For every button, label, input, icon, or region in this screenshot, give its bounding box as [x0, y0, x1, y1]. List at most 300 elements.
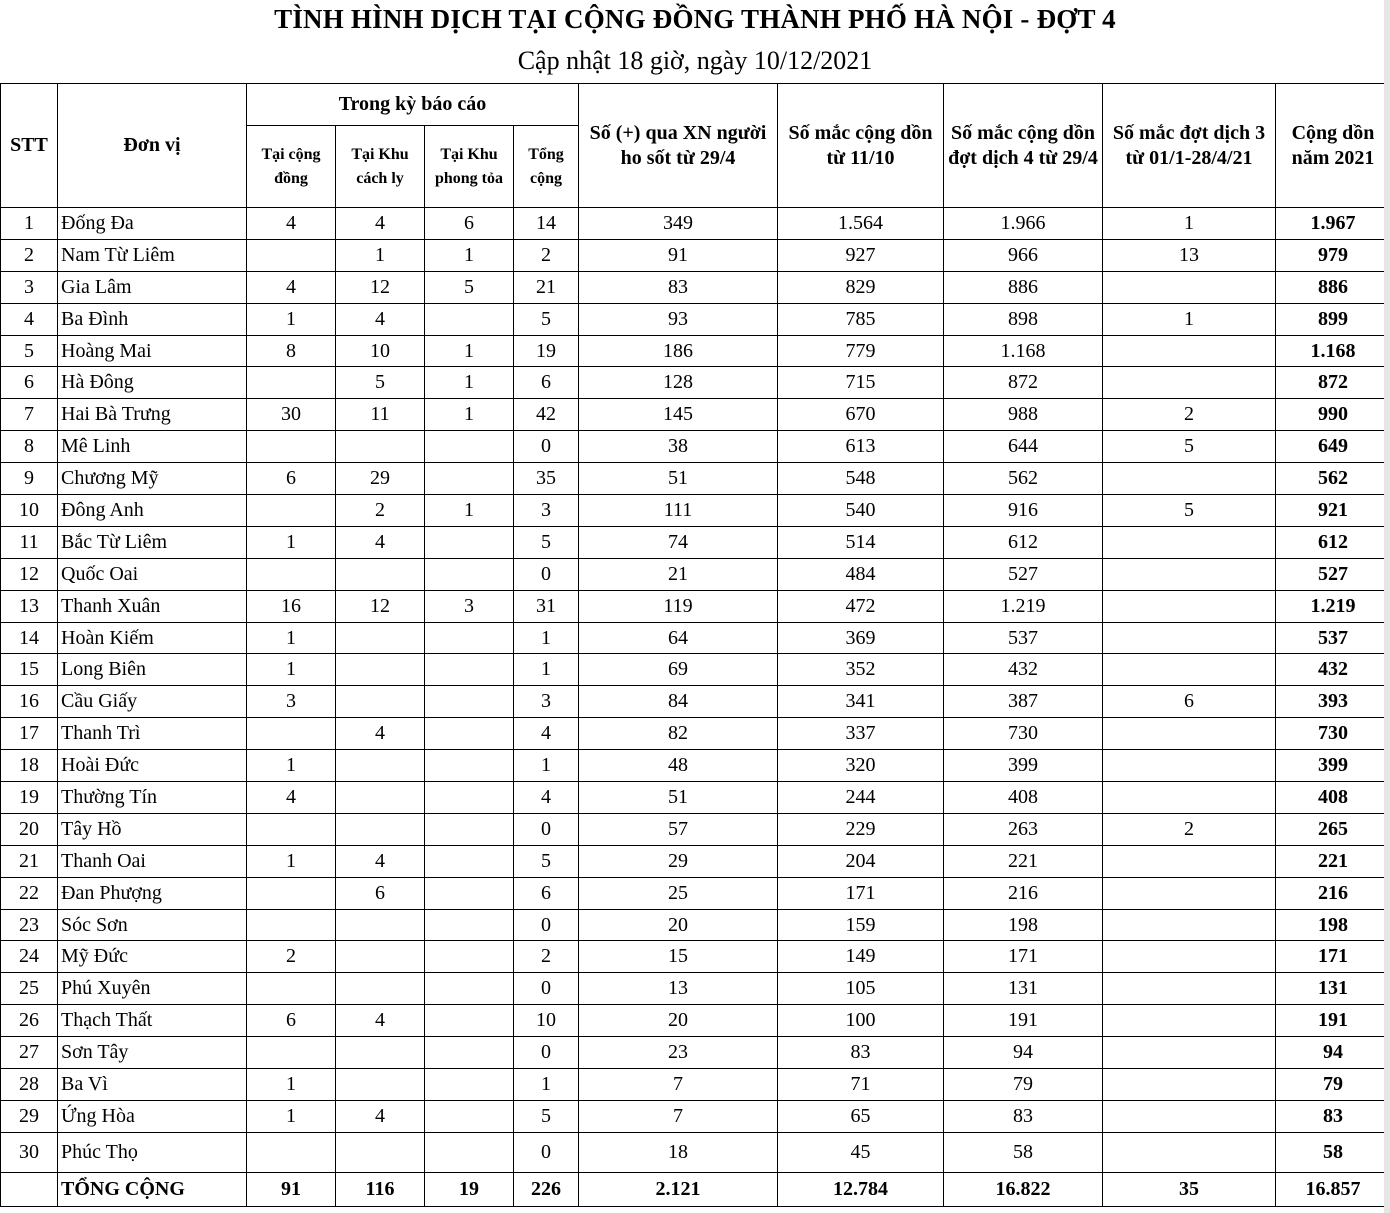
- row-isolation: 6: [336, 877, 425, 909]
- row-stt: 11: [1, 526, 58, 558]
- row-unit-name: Thanh Xuân: [58, 590, 247, 622]
- row-community: 6: [247, 1005, 336, 1037]
- total-wave3: 35: [1103, 1172, 1276, 1206]
- row-community: 1: [247, 526, 336, 558]
- table-row: [1, 622, 1390, 654]
- report-subtitle: Cập nhật 18 giờ, ngày 10/12/2021: [517, 46, 873, 75]
- header-cum-wave4: Số mắc cộng dồn đợt dịch 4 từ 29/4: [944, 84, 1103, 208]
- covid-cases-table: [0, 83, 1390, 1207]
- row-community: 30: [247, 399, 336, 431]
- table-row: [1, 335, 1390, 367]
- row-cum-from-1110: 229: [778, 813, 944, 845]
- row-wave3: [1103, 1037, 1276, 1069]
- row-cum-wave4: 537: [944, 622, 1103, 654]
- row-lockdown: [425, 622, 514, 654]
- row-unit-name: Gia Lâm: [58, 271, 247, 303]
- row-isolation: [336, 1037, 425, 1069]
- row-stt: 6: [1, 367, 58, 399]
- row-fever-tests: 91: [579, 239, 778, 271]
- row-unit-name: Thường Tín: [58, 782, 247, 814]
- row-stt: 3: [1, 271, 58, 303]
- row-community: 4: [247, 782, 336, 814]
- row-unit-name: Sóc Sơn: [58, 909, 247, 941]
- row-community: 1: [247, 750, 336, 782]
- row-stt: 10: [1, 495, 58, 527]
- row-cum-from-1110: 352: [778, 654, 944, 686]
- row-lockdown: [425, 813, 514, 845]
- table-row: [1, 239, 1390, 271]
- row-cum-from-1110: 105: [778, 973, 944, 1005]
- row-wave3: 1: [1103, 208, 1276, 240]
- row-cum-2021: 612: [1276, 526, 1390, 558]
- table-row: [1, 686, 1390, 718]
- row-stt: 18: [1, 750, 58, 782]
- row-cum-2021: 562: [1276, 463, 1390, 495]
- table-row: [1, 1132, 1390, 1172]
- row-unit-name: Sơn Tây: [58, 1037, 247, 1069]
- row-cum-wave4: 83: [944, 1100, 1103, 1132]
- row-cum-from-1110: 785: [778, 303, 944, 335]
- row-isolation: 4: [336, 718, 425, 750]
- row-fever-tests: 20: [579, 1005, 778, 1037]
- row-stt: 1: [1, 208, 58, 240]
- row-wave3: [1103, 335, 1276, 367]
- row-subtotal: 1: [514, 1069, 579, 1101]
- row-unit-name: Phú Xuyên: [58, 973, 247, 1005]
- row-isolation: [336, 973, 425, 1005]
- row-lockdown: [425, 463, 514, 495]
- row-isolation: [336, 1069, 425, 1101]
- row-unit-name: Ba Vì: [58, 1069, 247, 1101]
- row-lockdown: 1: [425, 367, 514, 399]
- table-row: [1, 303, 1390, 335]
- row-cum-wave4: 432: [944, 654, 1103, 686]
- total-fever-tests: 2.121: [579, 1172, 778, 1206]
- total-cum-wave4: 16.822: [944, 1172, 1103, 1206]
- row-fever-tests: 48: [579, 750, 778, 782]
- row-wave3: [1103, 845, 1276, 877]
- row-fever-tests: 82: [579, 718, 778, 750]
- row-cum-2021: 131: [1276, 973, 1390, 1005]
- table-row: [1, 1069, 1390, 1101]
- row-isolation: 4: [336, 303, 425, 335]
- row-unit-name: Hoàng Mai: [58, 335, 247, 367]
- row-fever-tests: 186: [579, 335, 778, 367]
- row-community: [247, 1037, 336, 1069]
- row-subtotal: 0: [514, 558, 579, 590]
- table-row: [1, 1037, 1390, 1069]
- row-cum-wave4: 1.966: [944, 208, 1103, 240]
- row-cum-wave4: 221: [944, 845, 1103, 877]
- row-lockdown: [425, 909, 514, 941]
- table-row: [1, 877, 1390, 909]
- row-lockdown: [425, 1005, 514, 1037]
- row-subtotal: 0: [514, 973, 579, 1005]
- row-cum-from-1110: 100: [778, 1005, 944, 1037]
- row-wave3: [1103, 558, 1276, 590]
- row-cum-from-1110: 514: [778, 526, 944, 558]
- row-stt: 5: [1, 335, 58, 367]
- row-stt: 16: [1, 686, 58, 718]
- row-stt: 19: [1, 782, 58, 814]
- row-fever-tests: 7: [579, 1069, 778, 1101]
- row-subtotal: 6: [514, 367, 579, 399]
- header-wave3: Số mắc đợt dịch 3 từ 01/1-28/4/21: [1103, 84, 1276, 208]
- row-lockdown: [425, 526, 514, 558]
- row-isolation: 5: [336, 367, 425, 399]
- row-stt: 25: [1, 973, 58, 1005]
- row-stt: 7: [1, 399, 58, 431]
- row-cum-2021: 432: [1276, 654, 1390, 686]
- row-community: 1: [247, 303, 336, 335]
- row-stt: 14: [1, 622, 58, 654]
- row-cum-2021: 886: [1276, 271, 1390, 303]
- row-fever-tests: 51: [579, 463, 778, 495]
- row-wave3: [1103, 1100, 1276, 1132]
- row-subtotal: 5: [514, 845, 579, 877]
- row-unit-name: Bắc Từ Liêm: [58, 526, 247, 558]
- row-fever-tests: 23: [579, 1037, 778, 1069]
- row-wave3: 1: [1103, 303, 1276, 335]
- row-fever-tests: 21: [579, 558, 778, 590]
- row-subtotal: 1: [514, 750, 579, 782]
- header-community: Tại cộng đồng: [247, 126, 336, 208]
- header-stt: STT: [1, 84, 58, 208]
- row-wave3: [1103, 590, 1276, 622]
- row-cum-wave4: 399: [944, 750, 1103, 782]
- row-cum-wave4: 988: [944, 399, 1103, 431]
- row-community: 1: [247, 654, 336, 686]
- row-isolation: 12: [336, 271, 425, 303]
- row-cum-2021: 221: [1276, 845, 1390, 877]
- row-subtotal: 6: [514, 877, 579, 909]
- row-isolation: 4: [336, 208, 425, 240]
- row-community: 6: [247, 463, 336, 495]
- row-subtotal: 5: [514, 526, 579, 558]
- table-row: [1, 558, 1390, 590]
- row-isolation: 2: [336, 495, 425, 527]
- row-cum-2021: 1.219: [1276, 590, 1390, 622]
- row-cum-wave4: 1.219: [944, 590, 1103, 622]
- row-cum-from-1110: 45: [778, 1132, 944, 1172]
- row-cum-wave4: 387: [944, 686, 1103, 718]
- row-cum-2021: 408: [1276, 782, 1390, 814]
- row-wave3: [1103, 463, 1276, 495]
- row-unit-name: Chương Mỹ: [58, 463, 247, 495]
- row-community: [247, 558, 336, 590]
- row-lockdown: 1: [425, 495, 514, 527]
- row-cum-from-1110: 83: [778, 1037, 944, 1069]
- row-isolation: 4: [336, 1005, 425, 1037]
- row-isolation: 11: [336, 399, 425, 431]
- row-wave3: [1103, 909, 1276, 941]
- row-subtotal: 0: [514, 431, 579, 463]
- row-stt: 21: [1, 845, 58, 877]
- row-community: [247, 431, 336, 463]
- row-fever-tests: 93: [579, 303, 778, 335]
- row-subtotal: 19: [514, 335, 579, 367]
- table-row: [1, 845, 1390, 877]
- row-stt: 4: [1, 303, 58, 335]
- total-lockdown: 19: [425, 1172, 514, 1206]
- row-subtotal: 42: [514, 399, 579, 431]
- header-subtotal: Tổng cộng: [514, 126, 579, 208]
- row-cum-from-1110: 171: [778, 877, 944, 909]
- row-community: [247, 239, 336, 271]
- row-cum-wave4: 898: [944, 303, 1103, 335]
- row-stt: 23: [1, 909, 58, 941]
- row-subtotal: 0: [514, 909, 579, 941]
- row-wave3: 13: [1103, 239, 1276, 271]
- row-isolation: [336, 622, 425, 654]
- row-community: [247, 1132, 336, 1172]
- table-row: [1, 463, 1390, 495]
- row-fever-tests: 74: [579, 526, 778, 558]
- row-stt: 8: [1, 431, 58, 463]
- row-subtotal: 1: [514, 622, 579, 654]
- row-wave3: [1103, 718, 1276, 750]
- row-wave3: [1103, 941, 1276, 973]
- row-stt: 27: [1, 1037, 58, 1069]
- row-isolation: [336, 782, 425, 814]
- header-lockdown: Tại Khu phong tỏa: [425, 126, 514, 208]
- row-wave3: 5: [1103, 495, 1276, 527]
- total-subtotal: 226: [514, 1172, 579, 1206]
- row-isolation: [336, 909, 425, 941]
- row-fever-tests: 51: [579, 782, 778, 814]
- row-isolation: [336, 431, 425, 463]
- row-wave3: 2: [1103, 813, 1276, 845]
- row-isolation: 29: [336, 463, 425, 495]
- row-cum-2021: 191: [1276, 1005, 1390, 1037]
- row-cum-wave4: 966: [944, 239, 1103, 271]
- row-cum-2021: 58: [1276, 1132, 1390, 1172]
- row-cum-from-1110: 715: [778, 367, 944, 399]
- row-lockdown: [425, 1132, 514, 1172]
- table-row: [1, 590, 1390, 622]
- row-unit-name: Phúc Thọ: [58, 1132, 247, 1172]
- row-stt: 2: [1, 239, 58, 271]
- row-subtotal: 31: [514, 590, 579, 622]
- total-isolation: 116: [336, 1172, 425, 1206]
- table-row: [1, 495, 1390, 527]
- row-fever-tests: 83: [579, 271, 778, 303]
- row-community: [247, 877, 336, 909]
- row-subtotal: 2: [514, 239, 579, 271]
- row-community: 16: [247, 590, 336, 622]
- total-row: [1, 1172, 1390, 1206]
- row-lockdown: [425, 845, 514, 877]
- row-cum-2021: 1.967: [1276, 208, 1390, 240]
- row-lockdown: [425, 558, 514, 590]
- row-lockdown: [425, 973, 514, 1005]
- row-cum-from-1110: 337: [778, 718, 944, 750]
- row-cum-from-1110: 244: [778, 782, 944, 814]
- row-isolation: [336, 941, 425, 973]
- row-community: 1: [247, 845, 336, 877]
- row-subtotal: 5: [514, 303, 579, 335]
- row-fever-tests: 7: [579, 1100, 778, 1132]
- row-cum-from-1110: 71: [778, 1069, 944, 1101]
- table-row: [1, 654, 1390, 686]
- row-fever-tests: 29: [579, 845, 778, 877]
- table-row: [1, 367, 1390, 399]
- row-lockdown: [425, 750, 514, 782]
- row-community: 1: [247, 1069, 336, 1101]
- row-lockdown: [425, 782, 514, 814]
- row-cum-from-1110: 613: [778, 431, 944, 463]
- row-isolation: 10: [336, 335, 425, 367]
- row-fever-tests: 20: [579, 909, 778, 941]
- row-lockdown: [425, 1100, 514, 1132]
- row-isolation: 12: [336, 590, 425, 622]
- row-cum-wave4: 171: [944, 941, 1103, 973]
- total-cum-2021: 16.857: [1276, 1172, 1390, 1206]
- row-unit-name: Thanh Trì: [58, 718, 247, 750]
- row-cum-wave4: 872: [944, 367, 1103, 399]
- row-subtotal: 0: [514, 1132, 579, 1172]
- row-fever-tests: 18: [579, 1132, 778, 1172]
- row-cum-from-1110: 540: [778, 495, 944, 527]
- row-wave3: [1103, 526, 1276, 558]
- row-cum-from-1110: 927: [778, 239, 944, 271]
- row-cum-from-1110: 341: [778, 686, 944, 718]
- row-cum-from-1110: 779: [778, 335, 944, 367]
- total-stt: [1, 1172, 58, 1206]
- row-community: [247, 718, 336, 750]
- row-cum-2021: 94: [1276, 1037, 1390, 1069]
- row-stt: 26: [1, 1005, 58, 1037]
- row-cum-wave4: 58: [944, 1132, 1103, 1172]
- row-stt: 29: [1, 1100, 58, 1132]
- table-row: [1, 909, 1390, 941]
- row-wave3: [1103, 877, 1276, 909]
- table-row: [1, 399, 1390, 431]
- row-lockdown: 3: [425, 590, 514, 622]
- table-row: [1, 431, 1390, 463]
- row-cum-from-1110: 369: [778, 622, 944, 654]
- row-fever-tests: 349: [579, 208, 778, 240]
- row-cum-wave4: 94: [944, 1037, 1103, 1069]
- table-row: [1, 1100, 1390, 1132]
- row-wave3: [1103, 271, 1276, 303]
- row-fever-tests: 69: [579, 654, 778, 686]
- row-cum-wave4: 886: [944, 271, 1103, 303]
- header-unit: Đơn vị: [58, 84, 247, 208]
- row-wave3: [1103, 750, 1276, 782]
- row-isolation: [336, 1132, 425, 1172]
- row-community: 3: [247, 686, 336, 718]
- row-wave3: 2: [1103, 399, 1276, 431]
- row-cum-wave4: 612: [944, 526, 1103, 558]
- row-lockdown: [425, 1069, 514, 1101]
- row-community: [247, 973, 336, 1005]
- row-subtotal: 1: [514, 654, 579, 686]
- row-isolation: [336, 750, 425, 782]
- row-wave3: [1103, 782, 1276, 814]
- row-fever-tests: 38: [579, 431, 778, 463]
- row-lockdown: [425, 877, 514, 909]
- row-wave3: [1103, 367, 1276, 399]
- row-subtotal: 5: [514, 1100, 579, 1132]
- header-report-period: Trong kỳ báo cáo: [247, 84, 579, 126]
- row-stt: 28: [1, 1069, 58, 1101]
- row-unit-name: Tây Hồ: [58, 813, 247, 845]
- row-isolation: 1: [336, 239, 425, 271]
- row-cum-2021: 990: [1276, 399, 1390, 431]
- row-unit-name: Hai Bà Trưng: [58, 399, 247, 431]
- row-cum-2021: 171: [1276, 941, 1390, 973]
- row-community: [247, 813, 336, 845]
- row-cum-wave4: 916: [944, 495, 1103, 527]
- row-lockdown: [425, 941, 514, 973]
- row-unit-name: Thạch Thất: [58, 1005, 247, 1037]
- row-wave3: [1103, 1005, 1276, 1037]
- row-community: 4: [247, 271, 336, 303]
- row-cum-from-1110: 484: [778, 558, 944, 590]
- row-cum-wave4: 1.168: [944, 335, 1103, 367]
- row-cum-from-1110: 472: [778, 590, 944, 622]
- table-row: [1, 782, 1390, 814]
- row-fever-tests: 84: [579, 686, 778, 718]
- row-lockdown: 5: [425, 271, 514, 303]
- row-unit-name: Đông Anh: [58, 495, 247, 527]
- row-cum-2021: 1.168: [1276, 335, 1390, 367]
- table-row: [1, 941, 1390, 973]
- row-fever-tests: 15: [579, 941, 778, 973]
- row-isolation: [336, 558, 425, 590]
- row-cum-wave4: 527: [944, 558, 1103, 590]
- row-community: 1: [247, 622, 336, 654]
- row-subtotal: 0: [514, 1037, 579, 1069]
- row-stt: 9: [1, 463, 58, 495]
- row-unit-name: Hà Đông: [58, 367, 247, 399]
- row-unit-name: Cầu Giấy: [58, 686, 247, 718]
- row-unit-name: Ứng Hòa: [58, 1100, 247, 1132]
- row-cum-from-1110: 829: [778, 271, 944, 303]
- table-row: [1, 1005, 1390, 1037]
- row-isolation: [336, 654, 425, 686]
- row-cum-wave4: 191: [944, 1005, 1103, 1037]
- row-wave3: [1103, 973, 1276, 1005]
- row-stt: 22: [1, 877, 58, 909]
- row-cum-wave4: 730: [944, 718, 1103, 750]
- row-community: 4: [247, 208, 336, 240]
- row-cum-from-1110: 320: [778, 750, 944, 782]
- row-cum-from-1110: 65: [778, 1100, 944, 1132]
- row-cum-from-1110: 548: [778, 463, 944, 495]
- row-lockdown: 1: [425, 239, 514, 271]
- row-community: 1: [247, 1100, 336, 1132]
- row-lockdown: [425, 654, 514, 686]
- row-cum-wave4: 263: [944, 813, 1103, 845]
- row-fever-tests: 145: [579, 399, 778, 431]
- row-isolation: [336, 813, 425, 845]
- row-fever-tests: 57: [579, 813, 778, 845]
- row-fever-tests: 128: [579, 367, 778, 399]
- row-wave3: [1103, 622, 1276, 654]
- row-subtotal: 10: [514, 1005, 579, 1037]
- row-cum-2021: 921: [1276, 495, 1390, 527]
- row-community: [247, 495, 336, 527]
- table-row: [1, 208, 1390, 240]
- row-wave3: 6: [1103, 686, 1276, 718]
- row-fever-tests: 64: [579, 622, 778, 654]
- header-cum-from-1110: Số mắc cộng dồn từ 11/10: [778, 84, 944, 208]
- header-isolation: Tại Khu cách ly: [336, 126, 425, 208]
- window-edge: [1384, 0, 1390, 1213]
- row-stt: 13: [1, 590, 58, 622]
